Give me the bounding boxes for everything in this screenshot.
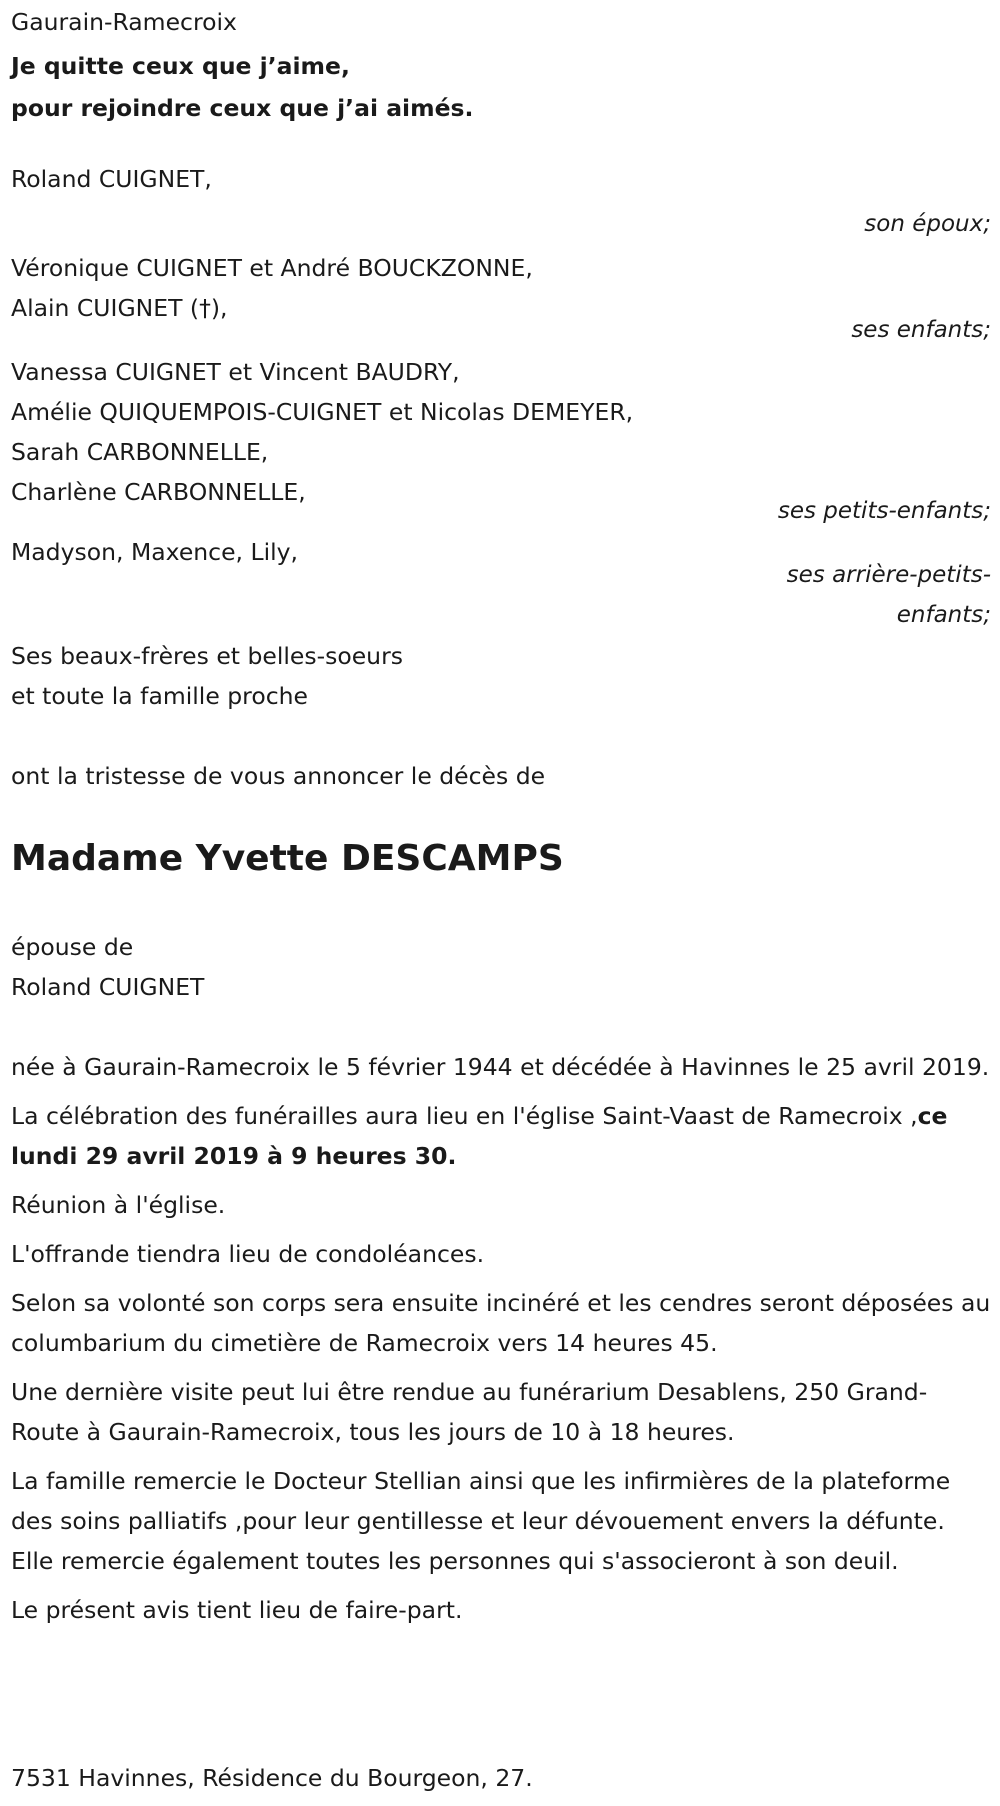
- spouse-line-2: Roland CUIGNET: [11, 973, 205, 1001]
- spouse-line-1: épouse de: [11, 933, 134, 961]
- cremation-paragraph: Selon sa volonté son corps sera ensuite incinéré et les cendres seront déposées au columbarium du cimetière de Ramecroix vers 14 heures 45.: [11, 1289, 991, 1357]
- thanks-paragraph: La famille remercie le Docteur Stellian ainsi que les infirmières de la plateforme des soins palliatifs ,pour leur gentillesse et leur dévouement envers la défunte. Elle remercie également toutes les personnes qui s'associeront à son deuil.: [11, 1467, 951, 1575]
- deceased-name: Madame Yvette DESCAMPS: [11, 838, 564, 879]
- family-name: Alain CUIGNET (†),: [11, 294, 228, 322]
- location: Gaurain-Ramecroix: [11, 8, 237, 36]
- epitaph-line-2: pour rejoindre ceux que j’ai aimés.: [11, 94, 474, 122]
- location-header: [11, 0, 237, 44]
- family-name: Madyson, Maxence, Lily,: [11, 538, 299, 566]
- family-role-spouse: son époux;: [864, 211, 991, 237]
- birth-death-paragraph: née à Gaurain-Ramecroix le 5 février 1944 et décédée à Havinnes le 25 avril 2019.: [11, 1053, 990, 1081]
- family-name: Véronique CUIGNET et André BOUCKZONNE,: [11, 254, 533, 282]
- ceremony-text: La célébration des funérailles aura lieu en l'église Saint-Vaast de Ramecroix ,: [11, 1102, 918, 1130]
- epitaph-line-1: Je quitte ceux que j’aime,: [11, 52, 350, 80]
- meeting-paragraph: Réunion à l'église.: [11, 1191, 226, 1219]
- role-line-1: ses arrière-petits-: [786, 562, 991, 588]
- family-role-children: ses enfants;: [851, 317, 991, 343]
- family-name: Roland CUIGNET,: [11, 165, 212, 193]
- family-role-grandchildren: ses petits-enfants;: [777, 498, 991, 524]
- notice-paragraph: Le présent avis tient lieu de faire-part.: [11, 1596, 463, 1624]
- announcement: ont la tristesse de vous annoncer le décès de: [11, 762, 546, 790]
- ceremony-paragraph: [11, 1096, 991, 1176]
- family-name: Charlène CARBONNELLE,: [11, 478, 306, 506]
- extended-family: [11, 636, 403, 716]
- family-group-grandchildren: [11, 352, 991, 512]
- role-line-2: enfants;: [896, 602, 991, 628]
- extended-family-line-2: et toute la famille proche: [11, 682, 308, 710]
- family-name: Sarah CARBONNELLE,: [11, 438, 269, 466]
- address: 7531 Havinnes, Résidence du Bourgeon, 27.: [11, 1764, 533, 1792]
- offering-paragraph: L'offrande tiendra lieu de condoléances.: [11, 1240, 485, 1268]
- family-role-great-grandchildren: [591, 555, 991, 635]
- details: [11, 1047, 991, 1630]
- visit-paragraph: Une dernière visite peut lui être rendue au funérarium Desablens, 250 Grand-Route à Gaurain-Ramecroix, tous les jours de 10 à 18 heures.: [11, 1378, 928, 1446]
- epitaph: [11, 45, 473, 129]
- ceremony-date: ce lundi 29 avril 2019 à 9 heures 30.: [11, 1102, 948, 1170]
- family-group-spouse: [11, 159, 991, 199]
- extended-family-line-1: Ses beaux-frères et belles-soeurs: [11, 642, 403, 670]
- spouse-info: [11, 927, 204, 1007]
- family-name: Amélie QUIQUEMPOIS-CUIGNET et Nicolas DEMEYER,: [11, 398, 634, 426]
- family-name: Vanessa CUIGNET et Vincent BAUDRY,: [11, 358, 460, 386]
